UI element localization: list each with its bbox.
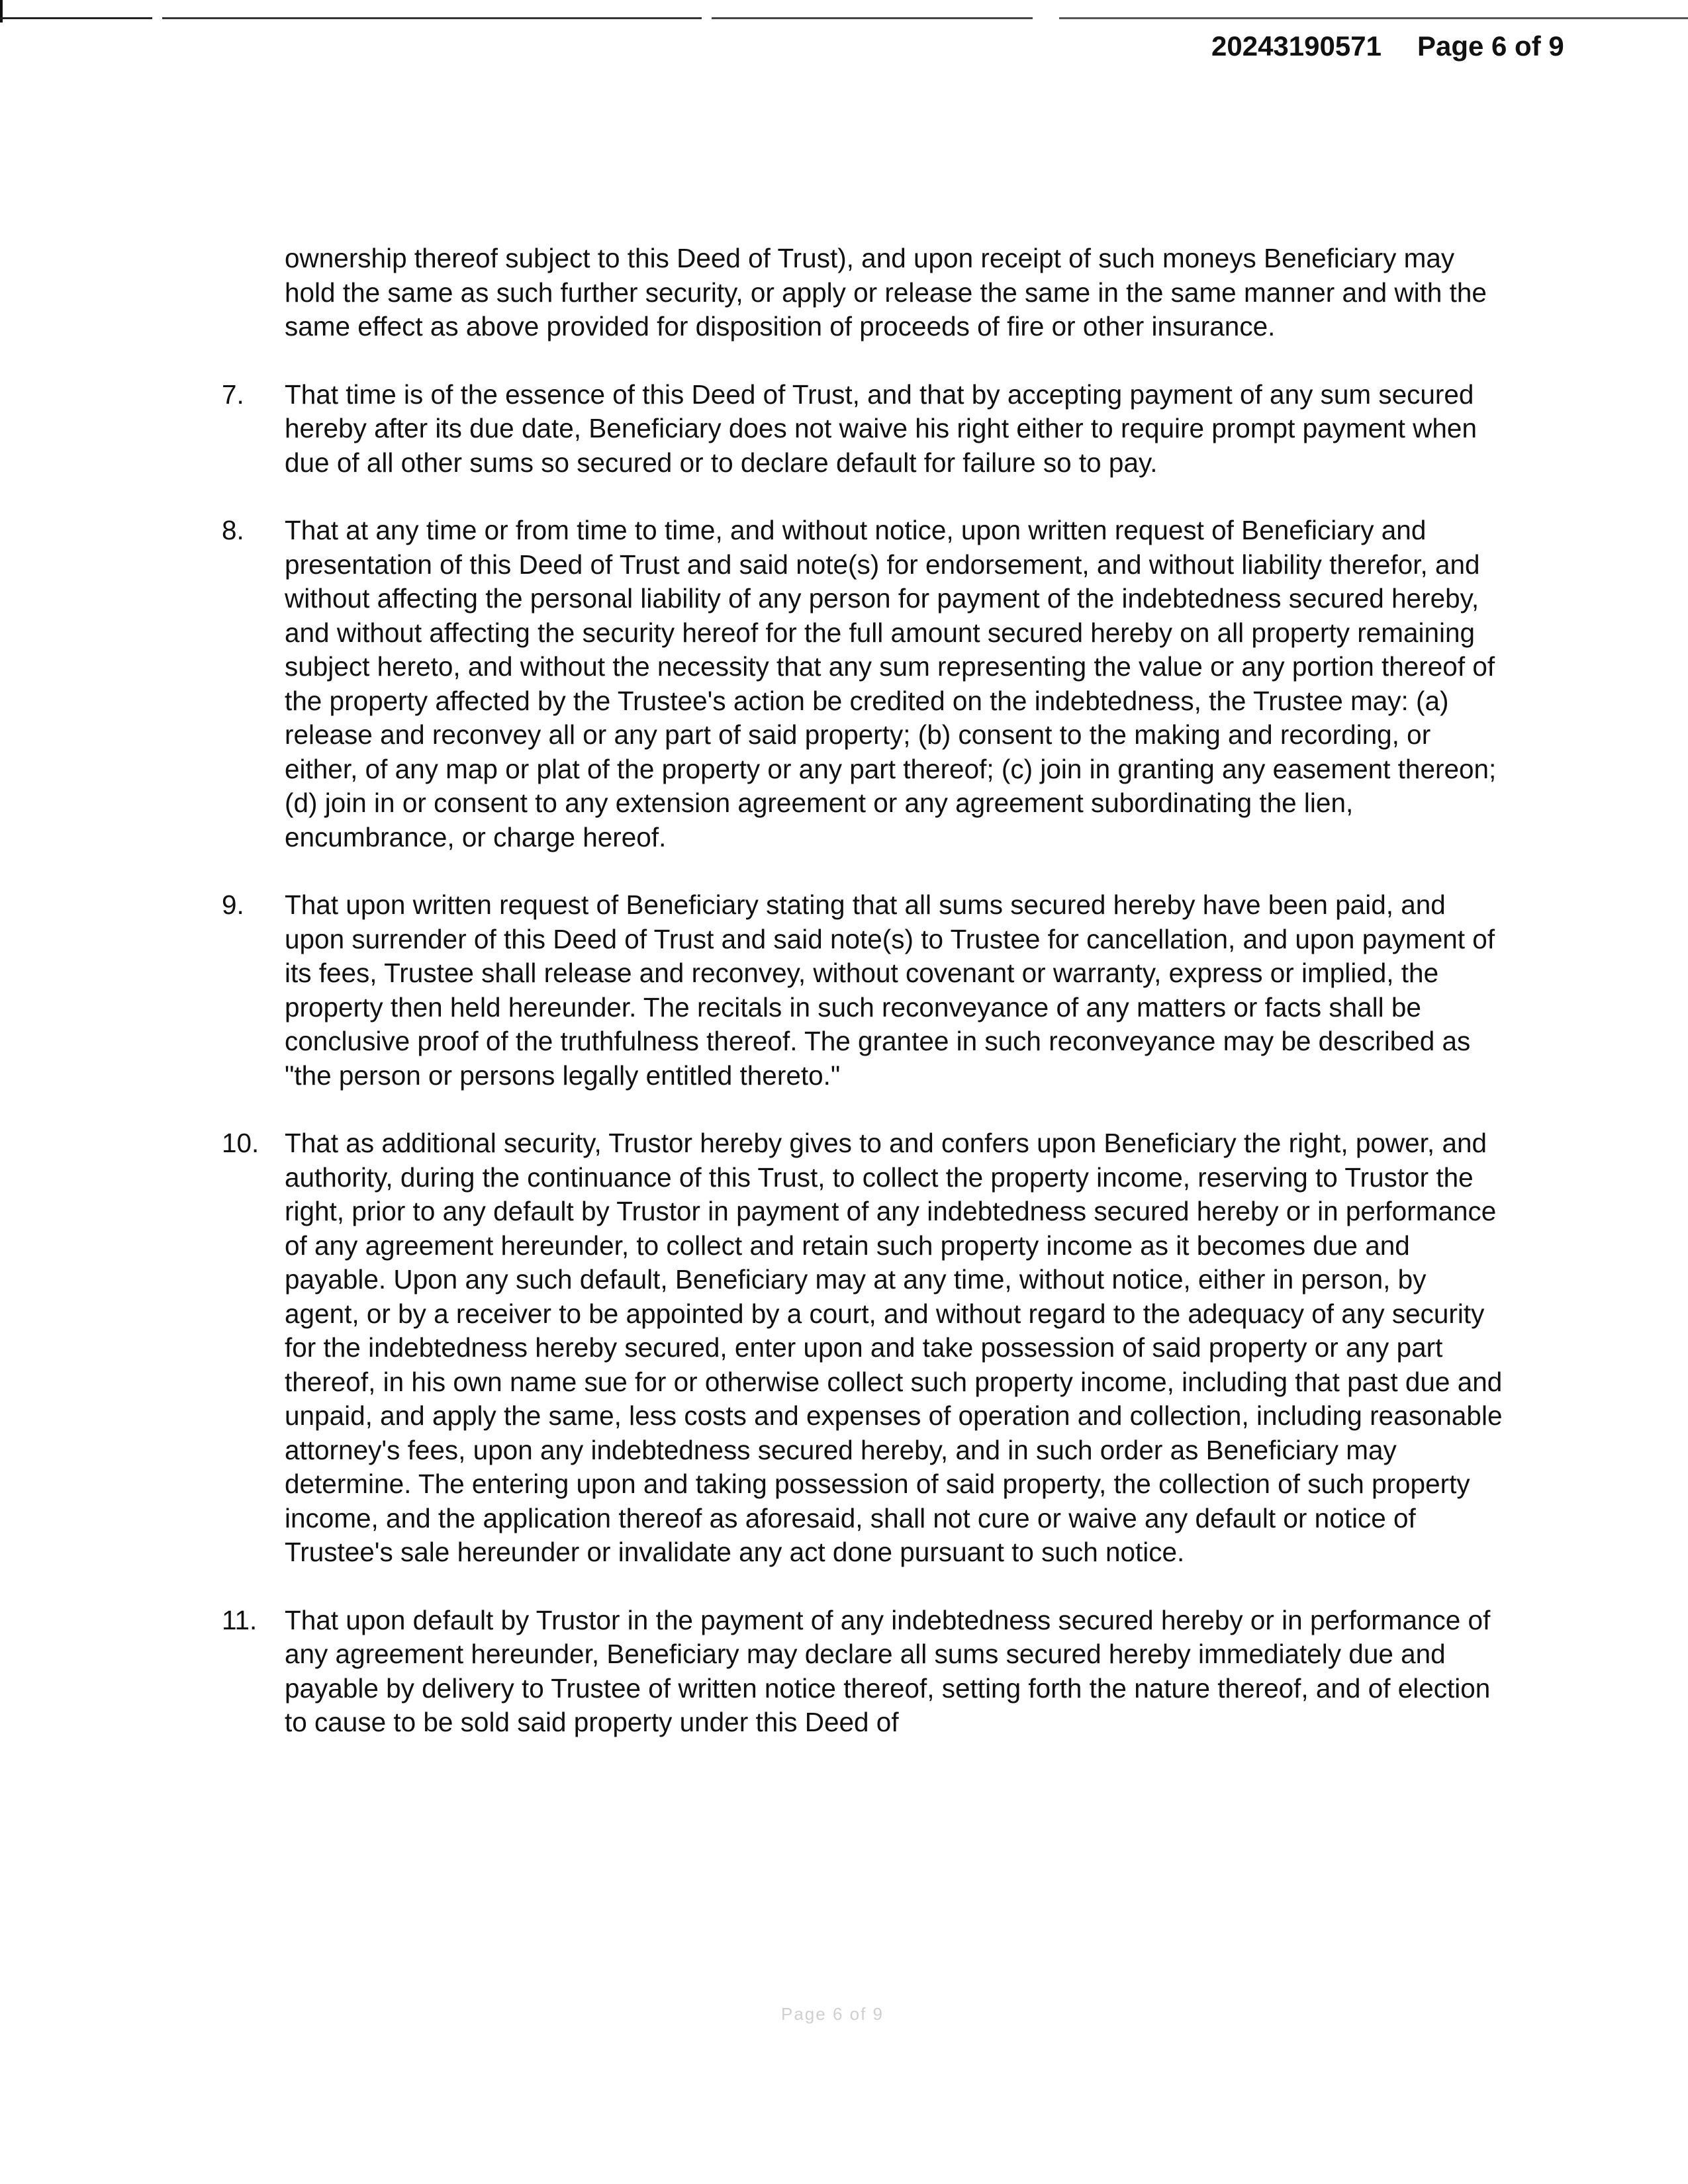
continuation-paragraph xyxy=(222,242,1506,344)
page-label: Page 6 of 9 xyxy=(1417,30,1564,62)
clause-11 xyxy=(222,1604,1506,1740)
document-number: 20243190571 xyxy=(1211,30,1382,62)
clause-8 xyxy=(222,514,1506,854)
clause-number: 7. xyxy=(222,379,244,410)
document-body xyxy=(222,242,1506,1774)
clause-text: That upon written request of Beneficiary stating that all sums secured hereby have been paid, and upon surrender of this Deed of Trust and said note(s) to Trustee for cancellation, and upon payment of its fees, Trustee shall release and reconvey, without covenant or warranty, express or implied, the property then held hereunder. The recitals in such reconveyance of any matters or facts shall be conclusive proof of the truthfulness thereof. The grantee in such reconveyance may be described as "the person or persons legally entitled thereto." xyxy=(285,889,1495,1091)
paragraph-text: ownership thereof subject to this Deed of Trust), and upon receipt of such moneys Beneficiary may hold the same as such further security, or apply or release the same in the same manner and with the same effect as above provided for disposition of proceeds of fire or other insurance. xyxy=(285,243,1487,341)
footer-page-mark: Page 6 of 9 xyxy=(781,2004,884,2024)
clause-number: 9. xyxy=(222,889,244,920)
clause-text: That time is of the essence of this Deed of Trust, and that by accepting payment of any sum secured hereby after its due date, Beneficiary does not waive his right either to require prompt payment when due of all other sums so secured or to declare default for failure so to pay. xyxy=(285,379,1477,478)
clause-number: 10. xyxy=(222,1128,259,1158)
scan-header-rule xyxy=(0,17,1688,19)
recording-header xyxy=(1211,30,1564,62)
clause-text: That upon default by Trustor in the payment of any indebtedness secured hereby or in performance of any agreement hereunder, Beneficiary may declare all sums secured hereby immediately due and payable by delivery to Trustee of written notice thereof, setting forth the nature thereof, and of election to cause to be sold said property under this Deed of xyxy=(285,1604,1491,1737)
clause-text: That as additional security, Trustor hereby gives to and confers upon Beneficiary the right, power, and authority, during the continuance of this Trust, to collect the property income, reserving to Trustor the right, prior to any default by Trustor in payment of any indebtedness secured hereby or in performance of any agreement hereunder, to collect and retain such property income as it becomes due and payable. Upon any such default, Beneficiary may at any time, without notice, either in person, by agent, or by a receiver to be appointed by a court, and without regard to the adequacy of any security for the indebtedness hereby secured, enter upon and take possession of said property or any part thereof, in his own name sue for or otherwise collect such property income, including that past due and unpaid, and apply the same, less costs and expenses of operation and collection, including reasonable attorney's fees, upon any indebtedness secured hereby, and in such order as Beneficiary may determine. The entering upon and taking possession of said property, the collection of such property income, and the application thereof as aforesaid, shall not cure or waive any default or notice of Trustee's sale hereunder or invalidate any act done pursuant to such notice. xyxy=(285,1128,1503,1567)
clause-10 xyxy=(222,1126,1506,1570)
clause-number: 11. xyxy=(222,1604,258,1635)
clause-number: 8. xyxy=(222,515,244,545)
clause-7 xyxy=(222,378,1506,480)
clause-9 xyxy=(222,888,1506,1093)
clause-text: That at any time or from time to time, and without notice, upon written request of Beneficiary and presentation of this Deed of Trust and said note(s) for endorsement, and without liability therefor, and without affecting the personal liability of any person for payment of the indebtedness secured hereby, and without affecting the security hereof for the full amount secured hereby on all property remaining subject hereto, and without the necessity that any sum representing the value or any portion thereof of the property affected by the Trustee's action be credited on the indebtedness, the Trustee may: (a) release and reconvey all or any part of said property; (b) consent to the making and recording, or either, of any map or plat of the property or any part thereof; (c) join in granting any easement thereon; (d) join in or consent to any extension agreement or any agreement subordinating the lien, encumbrance, or charge hereof. xyxy=(285,515,1497,852)
